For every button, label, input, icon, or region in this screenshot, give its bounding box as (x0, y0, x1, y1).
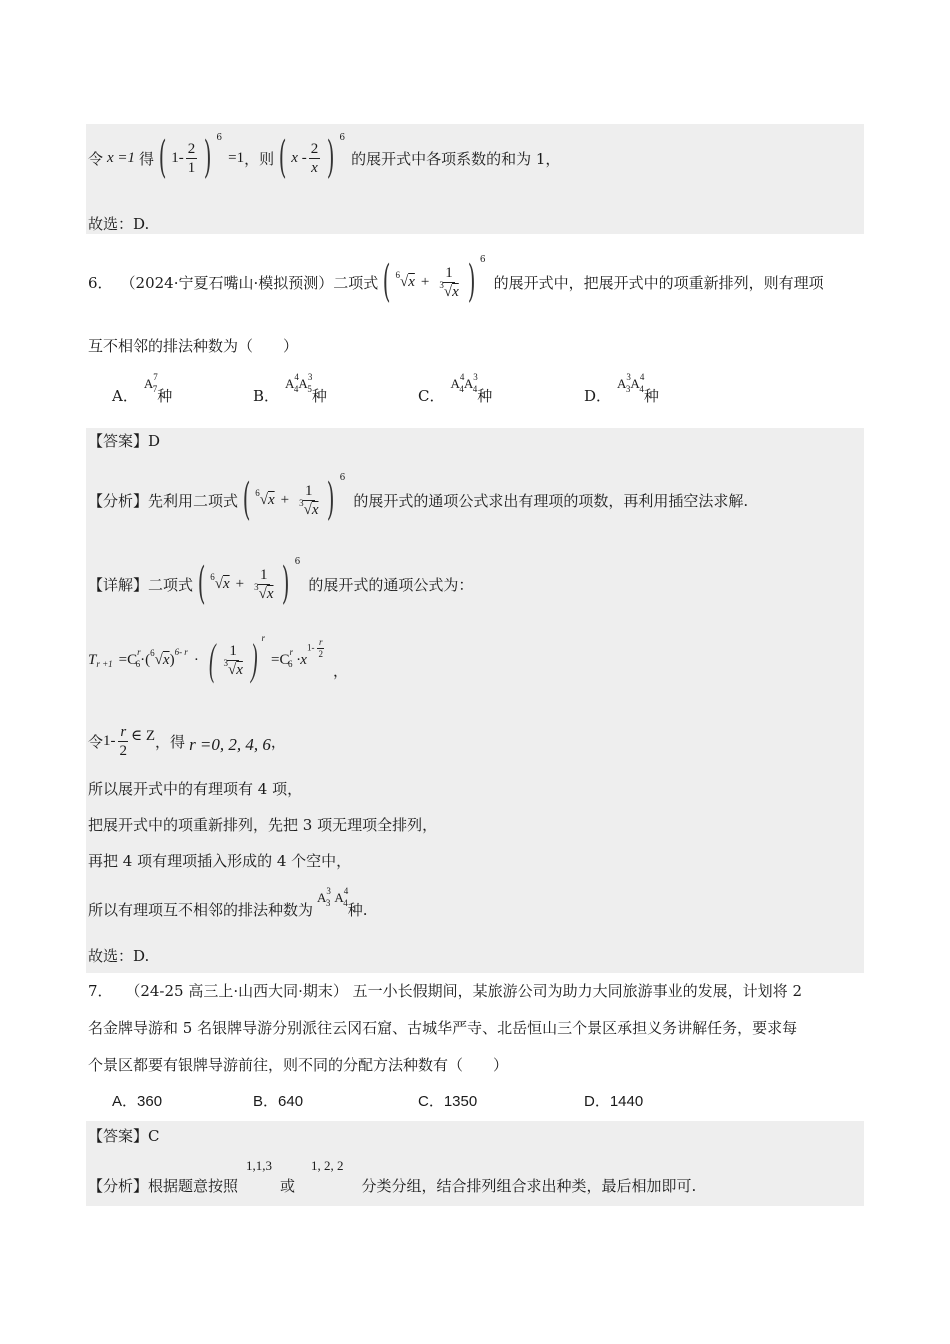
q6-let-line (88, 716, 286, 766)
sup: 3 (326, 886, 331, 896)
sup: 1- (306, 642, 315, 653)
sup: 3 (626, 372, 631, 382)
comma: ， (332, 663, 348, 680)
sup: 6- r (174, 647, 188, 657)
text: 二项式 (333, 273, 379, 292)
fraction (316, 637, 325, 660)
math: 1- (103, 732, 116, 749)
sub: 4 (293, 384, 299, 394)
option-label: B． (253, 1093, 279, 1110)
A: A (298, 376, 308, 391)
sub: 7 (152, 384, 158, 394)
option-value: 1350 (443, 1093, 478, 1110)
math: x =1 (107, 149, 136, 166)
fraction (297, 482, 320, 519)
sup: r (289, 647, 294, 657)
sup: 4 (294, 372, 299, 382)
q6-analysis (88, 468, 748, 532)
text: 的展开式的通项公式为： (308, 575, 474, 594)
unit: 种 (311, 387, 327, 405)
sup: r (137, 647, 141, 657)
q7-stem-line3: 个景区都要有银牌导游前往，则不同的分配方法种数有（ ） (88, 1056, 509, 1074)
root-index: 3 (254, 581, 259, 592)
sub: 4 (343, 898, 348, 908)
right-paren: ) (250, 635, 258, 684)
denominator: x (311, 159, 318, 176)
math: =1 (228, 149, 245, 166)
radicand: x (266, 585, 274, 602)
numerator: 2 (187, 140, 196, 157)
sixth-root-x: $^6$√x (150, 647, 170, 668)
root-index: 3 (223, 657, 228, 668)
q7-option-a[interactable] (112, 1090, 162, 1111)
numerator: r (318, 636, 323, 647)
q6-detail-intro (88, 552, 473, 616)
unit: 种 (643, 387, 659, 405)
numerator: 1 (305, 482, 313, 499)
fraction (118, 723, 130, 760)
text: ，则 (244, 149, 275, 168)
q7-analysis (88, 1152, 696, 1196)
perm-symbol (285, 372, 313, 394)
option-value: 360 (137, 1093, 163, 1110)
A: A (450, 376, 460, 391)
option-label: A． (112, 387, 138, 405)
radicand: x (222, 575, 230, 592)
option-value: 640 (278, 1093, 304, 1110)
q6-detail-line-1: 所以展开式中的有理项有 4 项， (88, 780, 303, 798)
sup: 7 (153, 372, 158, 382)
plus: + (420, 273, 430, 290)
left-paren: ( (278, 132, 287, 183)
text: 分类分组，结合排列组合求出种类，最后相加即可. (361, 1177, 697, 1195)
q7-stem-line1 (88, 980, 802, 1001)
A: A (285, 376, 295, 391)
text: 的展开式中，把展开式中的项重新排列，则有理项 (493, 273, 824, 292)
text: ， (270, 732, 286, 751)
text: 根据题意按照 (148, 1177, 239, 1195)
option-value: 1440 (609, 1093, 644, 1110)
fraction (437, 264, 460, 301)
fraction (221, 642, 244, 679)
analysis-tag: 【分析】 (88, 1177, 149, 1195)
q7-option-d[interactable] (584, 1090, 643, 1111)
text: 五一小长假期间，某旅游公司为助力大同旅游事业的发展，计划将 2 (352, 982, 802, 1000)
text: 或 (280, 1177, 296, 1195)
text: 种. (347, 901, 368, 919)
exponent: 6 (339, 473, 346, 483)
right-paren: ) (326, 132, 335, 183)
grouping-1: 1,1,3 (246, 1158, 273, 1173)
q6-detail-line-2: 把展开式中的项重新排列，先把 3 项无理项全排列， (88, 816, 438, 834)
option-label: C． (418, 387, 445, 405)
sup: 3 (473, 372, 478, 382)
text: 先利用二项式 (148, 491, 239, 510)
sup: 4 (639, 372, 645, 382)
option-label: D． (584, 387, 612, 405)
text: 所以有理项互不相邻的排法种数为 (88, 901, 314, 919)
unit: 种 (157, 387, 173, 405)
q7-answer: 【答案】C (88, 1127, 160, 1145)
q6-detail-line-3: 再把 4 项有理项插入形成的 4 个空中， (88, 852, 352, 870)
root-index: 6 (210, 571, 215, 582)
text: 令 (88, 149, 104, 168)
q6-final-line (88, 880, 368, 920)
numerator: 1 (445, 264, 453, 281)
denominator: $^3$√x (254, 581, 274, 602)
numerator: 1 (229, 642, 237, 659)
radicand: x (267, 491, 275, 508)
option-label: D． (584, 1093, 610, 1110)
question-number: 6． (88, 273, 113, 292)
unit: 种 (477, 387, 493, 405)
general-term-formula: T r +1 =C r 6 ·( $^6$√x ) 6- r · ( $\frac{1}{^3√x}$ ) r =C r 6 ·x 1- $\frac{r}{2}$ ， (88, 633, 348, 684)
sup: r (261, 633, 266, 643)
A: A (617, 376, 627, 391)
radicand: x (311, 501, 319, 518)
exponent: 6 (294, 557, 301, 567)
numerator: 2 (310, 140, 319, 157)
right-paren: ) (467, 256, 476, 307)
denominator: $^3$√x (299, 497, 319, 518)
sub: 3 (325, 898, 331, 908)
math: r =0, 2, 4, 6 (189, 735, 271, 754)
A: A (463, 376, 474, 391)
numerator: r (120, 723, 127, 740)
sup: 3 (307, 372, 313, 382)
dot: · (193, 651, 199, 668)
right-paren: ) (203, 132, 212, 183)
grouping-2: 1, 2, 2 (311, 1158, 344, 1173)
perm-symbol (450, 372, 478, 394)
radicand: x (236, 661, 243, 678)
root-index: 3 (299, 497, 304, 508)
text: ，得 (155, 732, 186, 751)
question-number: 7． (88, 982, 113, 1000)
q7-option-b[interactable] (253, 1090, 303, 1111)
exponent: 6 (479, 255, 486, 265)
sup: 4 (343, 886, 349, 896)
sub: 4 (639, 384, 644, 394)
q6-option-c[interactable] (418, 372, 492, 406)
right-paren: ) (327, 474, 335, 525)
math: x - (291, 149, 307, 166)
denominator: 2 (318, 648, 323, 659)
perm-symbol (617, 372, 645, 394)
exponent: 6 (339, 133, 346, 143)
perm-symbol (143, 372, 158, 394)
A: A (317, 890, 327, 905)
x: ·x (296, 651, 307, 668)
sub: r +1 (96, 659, 113, 669)
x-exponent (307, 637, 327, 660)
q6-option-a[interactable] (112, 372, 172, 406)
sub: 6 (288, 659, 293, 669)
plus: + (280, 491, 290, 508)
exponent: 6 (216, 133, 223, 143)
eq-C: =C (118, 651, 138, 668)
A: A (143, 376, 154, 391)
sub: 4 (472, 384, 478, 394)
text: 的展开式的通项公式求出有理项的项数，再利用插空法求解. (353, 491, 749, 510)
radicand: x (452, 283, 459, 300)
sub: 5 (307, 384, 312, 394)
plus: + (235, 575, 245, 592)
sixth-root-x: $^6$√x (255, 487, 275, 508)
q5-conclusion-line (88, 128, 560, 188)
text: 二项式 (148, 575, 194, 594)
fraction (252, 566, 275, 603)
numerator: 1 (260, 566, 268, 583)
denominator: $^3$√x (223, 657, 243, 678)
root-index: 3 (439, 279, 444, 290)
left-paren: ( (158, 132, 167, 183)
text: 得 (139, 149, 155, 168)
root-index: 6 (395, 269, 400, 280)
mid: ·( (140, 651, 151, 668)
sixth-root-x: $^6$√x (395, 269, 415, 290)
denominator: 2 (119, 742, 128, 759)
option-label: B． (253, 387, 280, 405)
denominator: $^3$√x (439, 279, 459, 300)
fraction (309, 140, 321, 177)
q6-option-d[interactable] (584, 372, 659, 406)
text: 的展开式中各项系数的和为 1， (351, 149, 561, 168)
detail-tag: 【详解】 (88, 575, 149, 594)
eq-C: =C (271, 651, 290, 668)
q6-stem-line2: 互不相邻的排法种数为（ ） (88, 337, 299, 355)
math: 1- (171, 149, 184, 166)
q7-option-c[interactable] (418, 1090, 477, 1111)
root-index: 6 (150, 647, 155, 658)
radicand: x (408, 273, 415, 290)
radicand: x (162, 651, 170, 668)
option-label: A． (112, 1093, 138, 1110)
left-paren: ( (197, 558, 206, 609)
question-source: （2024·宁夏石嘴山·模拟预测） (120, 273, 334, 292)
left-paren: ( (383, 256, 391, 307)
option-label: C． (418, 1093, 444, 1110)
sub: 3 (625, 384, 631, 394)
math: ∈ Z (131, 727, 156, 744)
A: A (630, 376, 640, 391)
sixth-root-x: $^6$√x (210, 571, 230, 592)
denominator: 1 (187, 159, 196, 176)
q5-choose-line: 故选：D. (88, 215, 150, 233)
q6-choose-line: 故选：D. (88, 947, 150, 965)
A: A (334, 890, 344, 905)
sub: 4 (459, 384, 464, 394)
T: T (88, 651, 97, 668)
question-source: （24-25 高三上·山西大同·期末） (125, 982, 348, 1000)
fraction (186, 140, 198, 177)
left-paren: ( (242, 474, 251, 525)
sub: 6 (135, 659, 141, 669)
right-paren: ) (282, 558, 290, 609)
text: 令 (88, 732, 104, 751)
analysis-tag: 【分析】 (88, 491, 149, 510)
q6-answer: 【答案】D (88, 432, 161, 450)
perm-product (317, 886, 349, 908)
q6-stem-line1 (88, 250, 824, 314)
q7-stem-line2: 名金牌导游和 5 名银牌导游分别派往云冈石窟、古城华严寺、北岳恒山三个景区承担义务讲解任务，要求每 (88, 1019, 798, 1037)
root-index: 6 (255, 487, 260, 498)
sup: 4 (459, 372, 465, 382)
q6-option-b[interactable] (253, 372, 327, 406)
left-paren: ( (208, 635, 216, 684)
